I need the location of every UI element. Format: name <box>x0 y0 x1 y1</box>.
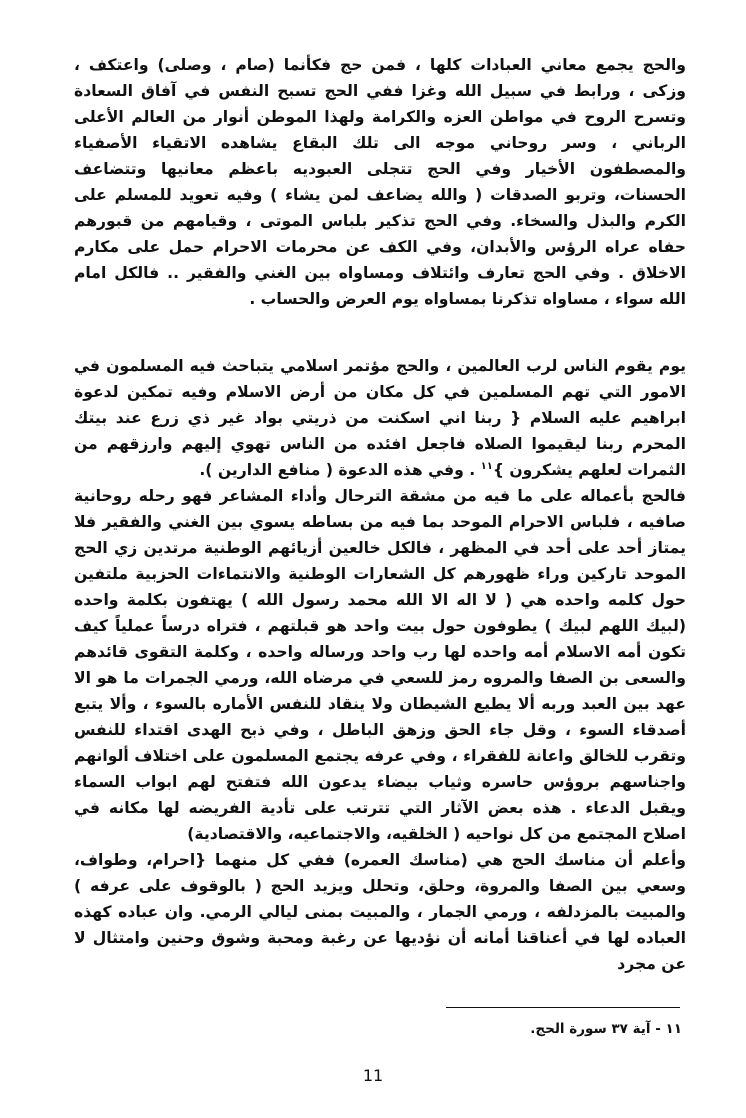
paragraph: وأعلم أن مناسك الحج هي (مناسك العمره) ففي كل منهما {احرام، وطواف، وسعي بين الصفا والمروة، وحلق، وتحلل ويزيد الحج ( بالوقوف على عرفه ) والمبيت بالمزدلفه ، ورمي الجمار ، والمبيت بمنى ليالي الرمي. وان عباده كهذه العباده لها في أعناقنا أمانه أن نؤديها عن رغبة ومحبة وشوق وحنين وامتثال لا عن مجرد <box>74 851 686 973</box>
paragraph: والحج يجمع معاني العبادات كلها ، فمن حج فكأنما (صام ، وصلى) واعتكف ، وزكى ، ورابط في سبيل الله وغزا ففي الحج تسبح النفس في آفاق السعادة وتسرح الروح في مواطن العزه والكرامة ولهذا الموطن أنوار من العالم الأعلى الرباني ، وسر روحاني موجه الى تلك البقاع يشاهده الاتقياء الأصفياء والمصطفون الأخيار وفي الحج تتجلى العبوديه باعظم معانيها وتتضاعف الحسنات، وتربو الصدقات ( والله يضاعف لمن يشاء ) وفيه تعويد للمسلم على الكرم والبذل والسخاء. وفي الحج تذكير بلباس الموتى ، وقيامهم من قبورهم حفاه عراه الرؤس والأبدان، وفي الكف عن محرمات الاحرام حمل على مكارم الاخلاق . وفي الحج تعارف وائتلاف ومساواه بين الغني والفقير .. فالكل امام الله سواء ، مساواه تذكرنا بمساواه يوم العرض والحساب . <box>74 56 686 308</box>
paragraph-text: يوم يقوم الناس لرب العالمين ، والحج مؤتمر اسلامي يتباحث فيه المسلمون في الامور التي تهم المسلمين في كل مكان من أرض الاسلام وفيه تمكين لدعوة ابراهيم عليه السلام { ربنا اني اسكنت من ذريتي بواد غير ذي زرع عند بيتك المحرم ربنا ليقيموا الصلاه فاجعل افئده من الناس تهوي إليهم وارزقهم من الثمرات لعلهم يشكرون } <box>74 357 686 479</box>
footnote: ١١ - آية ٣٧ سورة الحج. <box>530 1021 682 1037</box>
paragraph-text: . وفي هذه الدعوة ( منافع الدارين ). <box>199 461 481 479</box>
page-number: 11 <box>362 1066 384 1085</box>
body-text-section-1 <box>74 52 686 312</box>
paragraph: فالحج بأعماله على ما فيه من مشقة الترحال وأداء المشاعر فهو رحله روحانية صافيه ، فلباس الاحرام الموحد بما فيه من بساطه يسوي بين الغني والفقير فلا يمتاز أحد على أحد في المظهر ، فالكل خالعين أزيائهم الوطنية مرتدين زي الحج الموحد تاركين وراء ظهورهم كل الشعارات الوطنية والانتماءات الحزبية ملتفين حول كلمه واحده هي ( لا اله الا الله محمد رسول الله ) يهتفون بكلمة واحده (لبيك اللهم لبيك ) يطوفون حول بيت واحد هو قبلتهم ، فتراه درساً عملياً كيف تكون أمه الاسلام أمه واحده لها رب واحد ورساله واحده ، وكلمة التقوى قائدهم والسعى بن الصفا والمروه رمز للسعي في مرضاه الله، ورمي الجمرات ما هو الا عهد بين العبد وربه ألا يطيع الشيطان ولا ينقاد للنفس الأماره بالسوء ، وألا يتبع أصدقاء السوء ، وقل جاء الحق وزهق الباطل ، وفي ذبح الهدى اقتداء للنفس وتقرب للخالق واعانة للفقراء ، وفي عرفه يجتمع المسلمون على اختلاف ألوانهم واجناسهم بروؤس حاسره وثياب بيضاء يدعون الله فتفتح لهم ابواب السماء ويقبل الدعاء . هذه بعض الآثار التي تترتب على تأدية الفريضه لها مكانه في اصلاح المجتمع من كل نواحيه ( الخلقيه، والاجتماعيه، والاقتصادية) <box>74 487 686 843</box>
footnote-reference[interactable]: ١١ <box>480 460 493 472</box>
footnote-divider <box>446 1007 680 1008</box>
body-text-section-2 <box>74 353 686 977</box>
paragraph <box>74 353 686 483</box>
